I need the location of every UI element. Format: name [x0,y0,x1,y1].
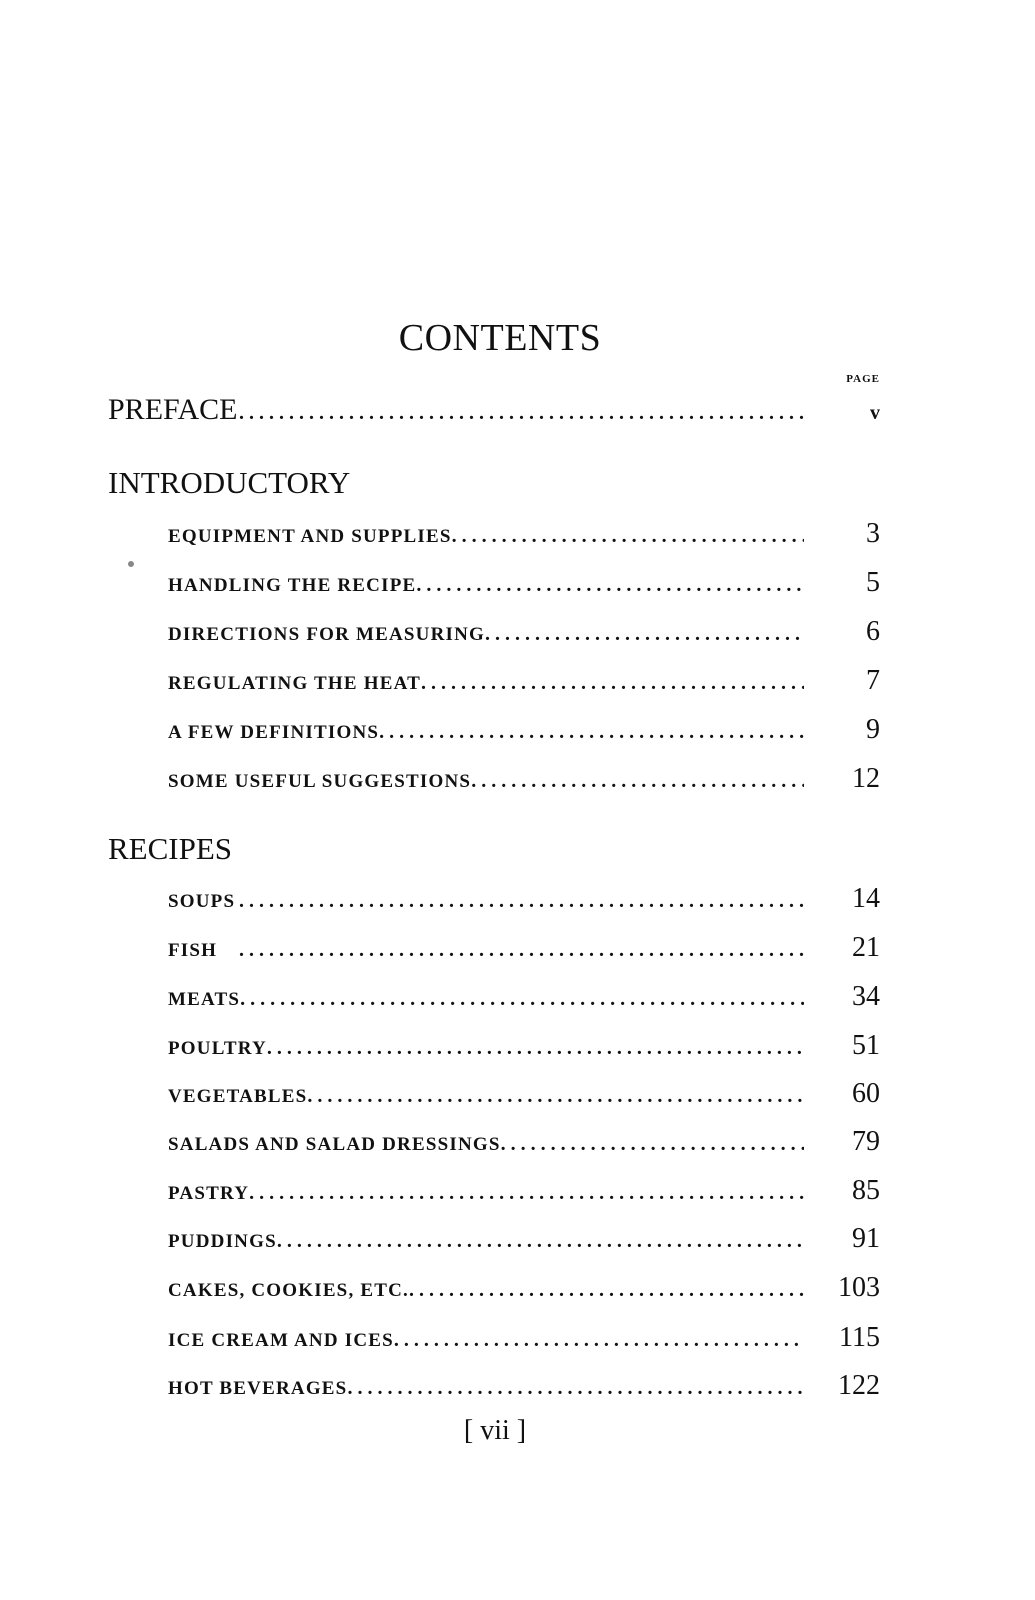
dot-leader [249,1182,804,1205]
toc-entry-page: 85 [852,1175,880,1206]
toc-entry-preface[interactable] [108,393,880,427]
dot-leader [452,525,804,548]
toc-entry-label: SALADS AND SALAD DRESSINGS [168,1134,501,1155]
dot-leader [394,1329,804,1352]
dot-leader [240,988,804,1011]
toc-entry-page: 9 [866,714,880,745]
toc-entry-label: PUDDINGS [168,1231,277,1252]
toc-entry-label: PASTRY [168,1183,250,1204]
toc-entry-label: FISH [168,940,218,961]
page-title: CONTENTS [398,317,602,359]
toc-entry[interactable] [168,665,880,697]
toc-entry-label: SOME USEFUL SUGGESTIONS [168,771,472,792]
toc-entry[interactable] [168,1272,880,1304]
dot-leader [307,1085,804,1108]
section-heading-introductory: INTRODUCTORY [108,465,351,500]
toc-entry-page: 21 [852,932,880,963]
dot-leader [379,721,804,744]
dot-leader [217,939,804,962]
page-folio: [ vii ] [463,1415,527,1446]
dot-leader [485,623,804,646]
toc-entry-page: 7 [866,665,880,696]
toc-entry[interactable] [168,518,880,550]
toc-entry[interactable] [168,616,880,648]
dot-leader [501,1133,804,1156]
toc-entry-label: REGULATING THE HEAT [168,673,421,694]
toc-entry-page: 3 [866,518,880,549]
toc-entry-label: MEATS [168,989,241,1010]
toc-entry[interactable] [168,1030,880,1062]
dot-leader [267,1037,804,1060]
toc-entry-page: 122 [838,1370,880,1401]
toc-entry[interactable] [168,714,880,746]
toc-entry[interactable] [168,1223,880,1255]
toc-entry-page: 14 [852,883,880,914]
toc-entry[interactable] [168,981,880,1013]
toc-entry[interactable] [168,883,880,915]
dot-leader [237,402,804,425]
toc-entry-label: VEGETABLES [168,1086,308,1107]
dot-leader [235,890,804,913]
toc-entry-label: CAKES, COOKIES, ETC. [168,1280,409,1301]
toc-entry-label: PREFACE [108,393,238,426]
section-heading-recipes: RECIPES [108,831,233,866]
dot-leader [409,1279,804,1302]
toc-entry[interactable] [168,763,880,795]
toc-entry[interactable] [168,1078,880,1110]
toc-entry[interactable] [168,1370,880,1402]
toc-entry-page: 91 [852,1223,880,1254]
toc-entry-page: 115 [839,1322,880,1353]
toc-entry-label: POULTRY [168,1038,267,1059]
toc-entry[interactable] [168,567,880,599]
dot-leader [347,1377,804,1400]
toc-entry-label: DIRECTIONS FOR MEASURING [168,624,486,645]
toc-entry-page: 5 [866,567,880,598]
toc-entry-label: ICE CREAM AND ICES [168,1330,394,1351]
toc-entry-page: 12 [852,763,880,794]
toc-entry[interactable] [168,1322,880,1354]
toc-entry-page: 103 [838,1272,880,1303]
dot-leader [421,672,804,695]
dot-leader [277,1230,804,1253]
toc-entry-page: 79 [852,1126,880,1157]
dot-leader [416,574,804,597]
toc-entry-label: HOT BEVERAGES [168,1378,348,1399]
toc-entry-label: SOUPS [168,891,236,912]
toc-entry-label: A FEW DEFINITIONS [168,722,380,743]
toc-entry[interactable] [168,932,880,964]
toc-entry-page: 60 [852,1078,880,1109]
toc-entry-label: EQUIPMENT AND SUPPLIES [168,526,452,547]
toc-entry-page: 34 [852,981,880,1012]
print-speck [128,561,134,567]
toc-entry-page: v [870,402,880,424]
toc-entry-label: HANDLING THE RECIPE [168,575,417,596]
toc-entry-page: 51 [852,1030,880,1061]
toc-entry[interactable] [168,1175,880,1207]
page-column-heading: PAGE [846,373,880,385]
dot-leader [471,770,804,793]
toc-entry[interactable] [168,1126,880,1158]
toc-entry-page: 6 [866,616,880,647]
